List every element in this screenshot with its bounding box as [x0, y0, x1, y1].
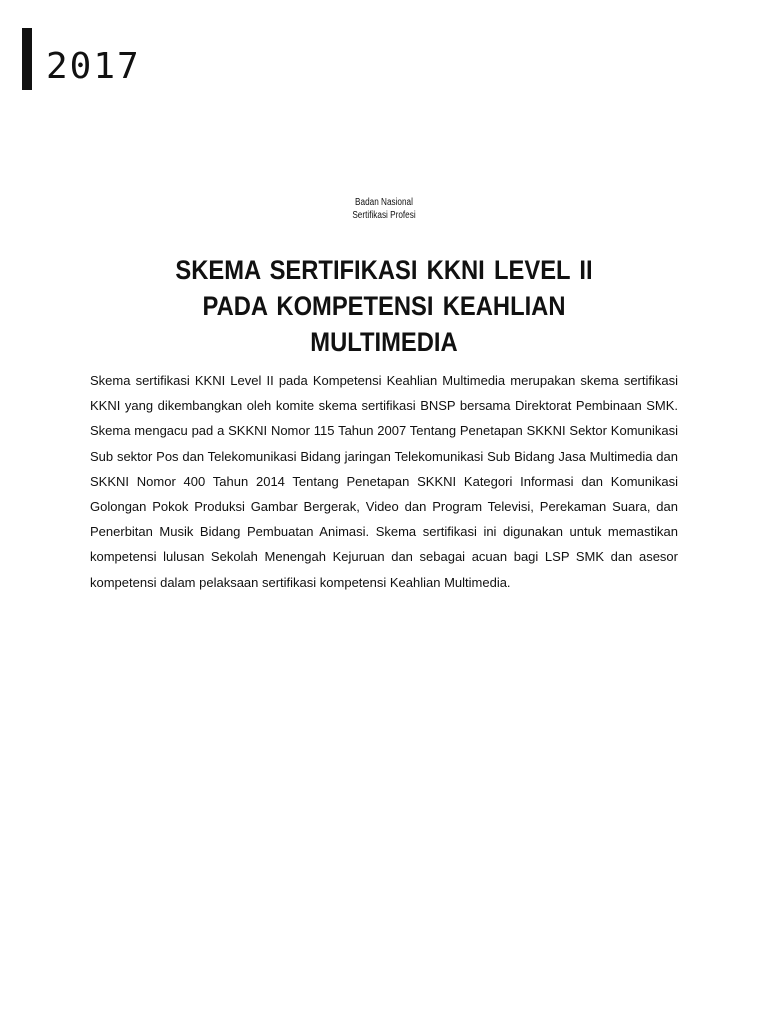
document-title: [46, 252, 722, 360]
year-label: 2017: [46, 45, 141, 87]
year-accent-bar: [22, 28, 32, 90]
title-line-1: SKEMA SERTIFIKASI KKNI LEVEL II: [175, 255, 593, 285]
description-paragraph: Skema sertifikasi KKNI Level II pada Kompetensi Keahlian Multimedia merupakan skema sertifikasi KKNI yang dikembangkan oleh komite skema sertifikasi BNSP bersama Direktorat Pembinaan SMK. Skema mengacu pad a SKKNI Nomor 115 Tahun 2007 Tentang Penetapan SKKNI Sektor Komunikasi Sub sektor Pos dan Telekomunikasi Bidang jaringan Telekomunikasi Sub Bidang Jasa Multimedia dan SKKNI Nomor 400 Tahun 2014 Tentang Penetapan SKKNI Kategori Informasi dan Komunikasi Golongan Pokok Produksi Gambar Bergerak, Video dan Program Televisi, Perekaman Suara, dan Penerbitan Musik Bidang Pembuatan Animasi. Skema sertifikasi ini digunakan untuk memastikan kompetensi lulusan Sekolah Menengah Kejuruan dan sebagai acuan bagi LSP SMK dan asesor kompetensi dalam pelaksaan sertifikasi kompetensi Keahlian Multimedia.: [90, 373, 678, 590]
year-header: [22, 28, 141, 90]
organization-line-2: Sertifikasi Profesi: [352, 210, 416, 221]
organization-line-1: Badan Nasional: [355, 197, 413, 208]
title-line-2: PADA KOMPETENSI KEAHLIAN: [202, 291, 566, 321]
title-line-3: MULTIMEDIA: [310, 327, 458, 357]
organization-name: [69, 196, 699, 222]
